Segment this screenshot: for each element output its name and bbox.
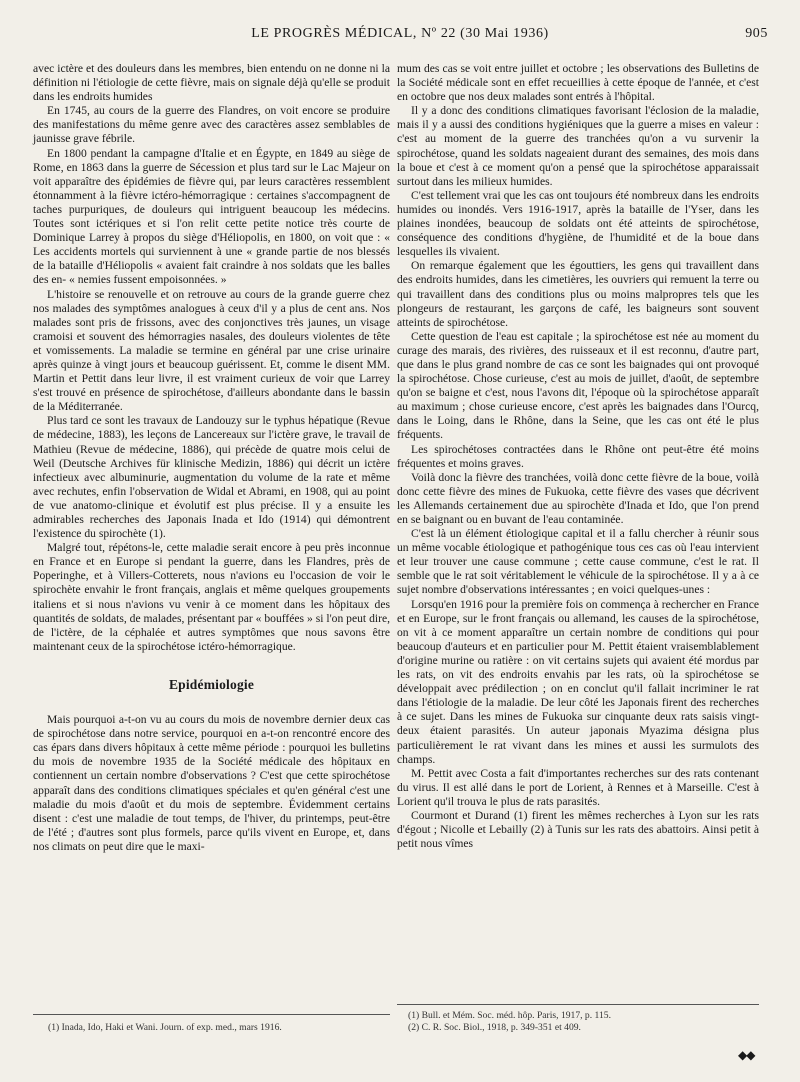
footnote-rule-right bbox=[397, 1004, 759, 1005]
running-header bbox=[32, 26, 768, 46]
footnote: (2) C. R. Soc. Biol., 1918, p. 349-351 et 409. bbox=[408, 1022, 581, 1033]
right-column bbox=[397, 62, 759, 851]
footnote: (1) Bull. et Mém. Soc. méd. hôp. Paris, 1917, p. 115. bbox=[408, 1010, 611, 1021]
paragraph: On remarque également que les égouttiers, les gens qui travaillent dans des endroits humides, dans les cimetières, les ouvriers qui remuent la terre ou qui travaillent dans des conditions plus ou moins malpropres tels que les plongeurs de restaurant, les garçons de café, les baigneurs sont souvent atteints de spirochétose. bbox=[397, 259, 759, 329]
footnote-rule-left bbox=[33, 1014, 390, 1015]
paragraph: Plus tard ce sont les travaux de Landouzy sur le typhus hépatique (Revue de médecine, 1883), les leçons de Lancereaux sur l'ictère grave, le travail de Mathieu (Revue de médecine, 1886), qui précède de quatre mois celui de Weil (Deutsche Archives für klinische Medizin, 1886) qui décrit un ictère infectieux avec albuminurie, augmentation du volume de la rate et même avec rechutes, enfin l'observation de Widal et Abrami, en 1908, qui au point de vue anatomo-clinique et évolutif est plus précise. Il y a ensuite les admirables recherches des Japonais Inada et Ido (1914) qui démontrent l'existence du spirochète (1). bbox=[33, 414, 390, 541]
paragraph: Mais pourquoi a-t-on vu au cours du mois de novembre dernier deux cas de spirochétose dans notre service, pourquoi en a-t-on rencontré encore des cas épars dans divers hôpitaux à cette même période : pourquoi les bulletins du mois de novembre 1935 de la Société médicale des hôpitaux en contiennent un certain nombre d'observations ? C'est que cette spirochétose apparaît dans des conditions climatiques spéciales et qu'en général c'est une maladie du mois d'août et du mois de septembre. Évidemment certains disent : c'est une maladie de tout temps, de l'hiver, du printemps, peut-être de l'été ; d'autres sont plus formels, parce qu'ils vivent en Europe, et, dans nos climats on peut dire que le maxi- bbox=[33, 713, 390, 853]
footnotes-left bbox=[48, 1022, 378, 1034]
paragraph: Il y a donc des conditions climatiques favorisant l'éclosion de la maladie, mais il y a aussi des conditions hygiéniques que la guerre a mises en valeur : c'est au moment de la guerre des tranchées qu'on a vu survenir la spirochétose, quand les soldats nageaient durant des semaines, des mois dans la boue et c'est à ce moment qu'on a pensé que la spirochétose apparaissait surtout dans les milieux humides. bbox=[397, 104, 759, 188]
footnotes-right bbox=[408, 1010, 748, 1034]
footnote: (1) Inada, Ido, Haki et Wani. Journ. of exp. med., mars 1916. bbox=[48, 1022, 282, 1033]
paragraph: Voilà donc la fièvre des tranchées, voilà donc cette fièvre de la boue, voilà donc cette fièvre des mines de Fukuoka, cette fièvre des vases que décrivent les Allemands certainement due au spirochète d'Inada et Ido, que l'on prend en se baignant ou en buvant de l'eau contaminée. bbox=[397, 470, 759, 526]
paragraph: L'histoire se renouvelle et on retrouve au cours de la grande guerre chez nos malades des symptômes analogues à ceux d'il y a plus de cent ans. Nos malades sont pris de frissons, avec des conjonctives très jaunes, un visage cramoisi et souvent des hémorragies nasales, des douleurs violentes de tête et vomissements. La maladie se termine en général par une crise urinaire après quinze à vingt jours et beaucoup guérissent. Et, comme le disent MM. Martin et Pettit dans leur livre, il est vraiment curieux de voir que Larrey s'est trouvé en présence de spirochétose, d'ailleurs abondante dans le bassin de la Méditerranée. bbox=[33, 287, 390, 414]
paragraph: Courmont et Durand (1) firent les mêmes recherches à Lyon sur les rats d'égout ; Nicolle et Lebailly (2) à Tunis sur les rats des abattoirs. Ainsi petit à petit nous vîmes bbox=[397, 808, 759, 851]
paragraph: C'est tellement vrai que les cas ont toujours été nombreux dans les endroits humides ou inondés. Vers 1916-1917, après la bataille de l'Yser, dans les plaines inondées, beaucoup de soldats ont été atteints de spirochétose, conséquence des conditions d'hygiène, de l'humidité et de la boue dans lesquelles ils vivaient. bbox=[397, 188, 759, 259]
paragraph: Lorsqu'en 1916 pour la première fois on commença à rechercher en France et en Europe, sur le front français ou allemand, les causes de la spirochétose, on vit à ce moment apparaître un certain nombre de conditions qui pour beaucoup d'auteurs et en particulier pour M. Pettit étaient vraisemblablement d'origine murine ou ratière : on vit certains sujets qui avaient été mordus par les rats, on vit des endroits envahis par les rats, où la spirochétose se développait avec prédilection ; on en conclut qu'il fallait incriminer le rat dans l'étiologie de la maladie. De leur côté les Japonais firent des recherches à ce sujet. Dans les mines de Fukuoka sur cinquante deux rats saisis vingt-deux étaient parasités. Un auteur japonais Myazima désigna plus particulièrement le rat vivant dans les mines et aussi les surmulots des champs. bbox=[397, 597, 759, 766]
paragraph: avec ictère et des douleurs dans les membres, bien entendu on ne donne ni la définition ni l'étiologie de cette fièvre, mais on signale déjà qu'elle se produit dans les endroits humides bbox=[33, 62, 390, 104]
page-number: 905 bbox=[745, 26, 768, 41]
paragraph: Cette question de l'eau est capitale ; la spirochétose est née au moment du curage des marais, des rivières, des ruisseaux et il est reconnu, d'autre part, que dans le plus grand nombre de cas ce sont les baignades qui ont provoqué la spirochétose. Chose curieuse, c'est au mois de juillet, d'août, de septembre qu'on se baigne et c'est, nous l'avons dit, l'époque où la spirochétose apparaît au maximum ; chose curieuse encore, c'est après les baignades dans l'Ourcq, dans le Loing, dans le Rhône, dans la Seine, que les cas ont été le plus fréquents. bbox=[397, 329, 759, 442]
paragraph: En 1800 pendant la campagne d'Italie et en Égypte, en 1849 au siège de Rome, en 1863 dans la guerre de Sécession et plus tard sur le Lac Majeur on voit apparaître des épidémies de fièvre qui, par leurs caractères ressemblent étonnamment à la fièvre ictéro-hémorragique : certaines s'accompagnent de taches purpuriques, de douleurs qui intriguent beaucoup les médecins. Toutes sont ictériques et si l'on relit cette petite notice très courte de Dominique Larrey à propos du siège d'Héliopolis, en 1800, on voit que : « Les accidents mortels qui surviennent à une « grande partie de nos blessés de la bataille d'Héliopolis « avaient fait craindre à nos soldats que les balles des en- « nemies fussent empoisonnées. » bbox=[33, 146, 390, 287]
paragraph: C'est là un élément étiologique capital et il a fallu chercher à réunir sous un même vocable étiologique et pathogénique tous ces cas où l'eau intervient et leur trouver une cause commune ; cette cause commune, c'est le rat. Il semble que le rat soit véritablement le véhicule de la spirochétose. Il y a à ce sujet nombre d'observations intéressantes ; en voici quelques-unes : bbox=[397, 527, 759, 597]
section-heading: Epidémiologie bbox=[168, 676, 255, 692]
paragraph: Malgré tout, répétons-le, cette maladie serait encore à peu près inconnue en France et en Europe si pendant la guerre, dans les Flandres, près de Poperinghe, et à Villers-Cotterets, nous n'avions eu l'occasion de voir le spirochète envahir le front français, anglais et même quelques groupements italiens et si nous n'avions vu venir à ce moment dans les hôpitaux des quantités de soldats, de malades, présentant par « bouffées » si l'on peut dire, de l'ictère, de la céphalée et autres symptômes que nous savons être maintenant ceux de la spirochétose ictéro-hémorragique. bbox=[33, 541, 390, 653]
end-ornament: ◆◆ bbox=[738, 1048, 755, 1062]
left-column bbox=[33, 62, 390, 854]
paragraph: Les spirochétoses contractées dans le Rhône ont peut-être été moins fréquentes et moins graves. bbox=[397, 442, 759, 470]
paragraph: M. Pettit avec Costa a fait d'importantes recherches sur des rats contenant du virus. Il est allé dans le port de Lorient, à Rennes et à Marseille. C'est à Lorient qu'il trouva le plus de rats parasités. bbox=[397, 766, 759, 808]
paragraph: mum des cas se voit entre juillet et octobre ; les observations des Bulletins de la Société médicale sont en effet recueillies à cette époque de l'année, et c'est en octobre que nos deux malades sont entrés à l'hôpital. bbox=[397, 62, 759, 104]
paragraph: En 1745, au cours de la guerre des Flandres, on voit encore se produire des manifestations du même genre avec des caractères assez semblables de jaunisse grave fébrile. bbox=[33, 104, 390, 146]
journal-title: LE PROGRÈS MÉDICAL, Nº 22 (30 Mai 1936) bbox=[251, 26, 549, 41]
